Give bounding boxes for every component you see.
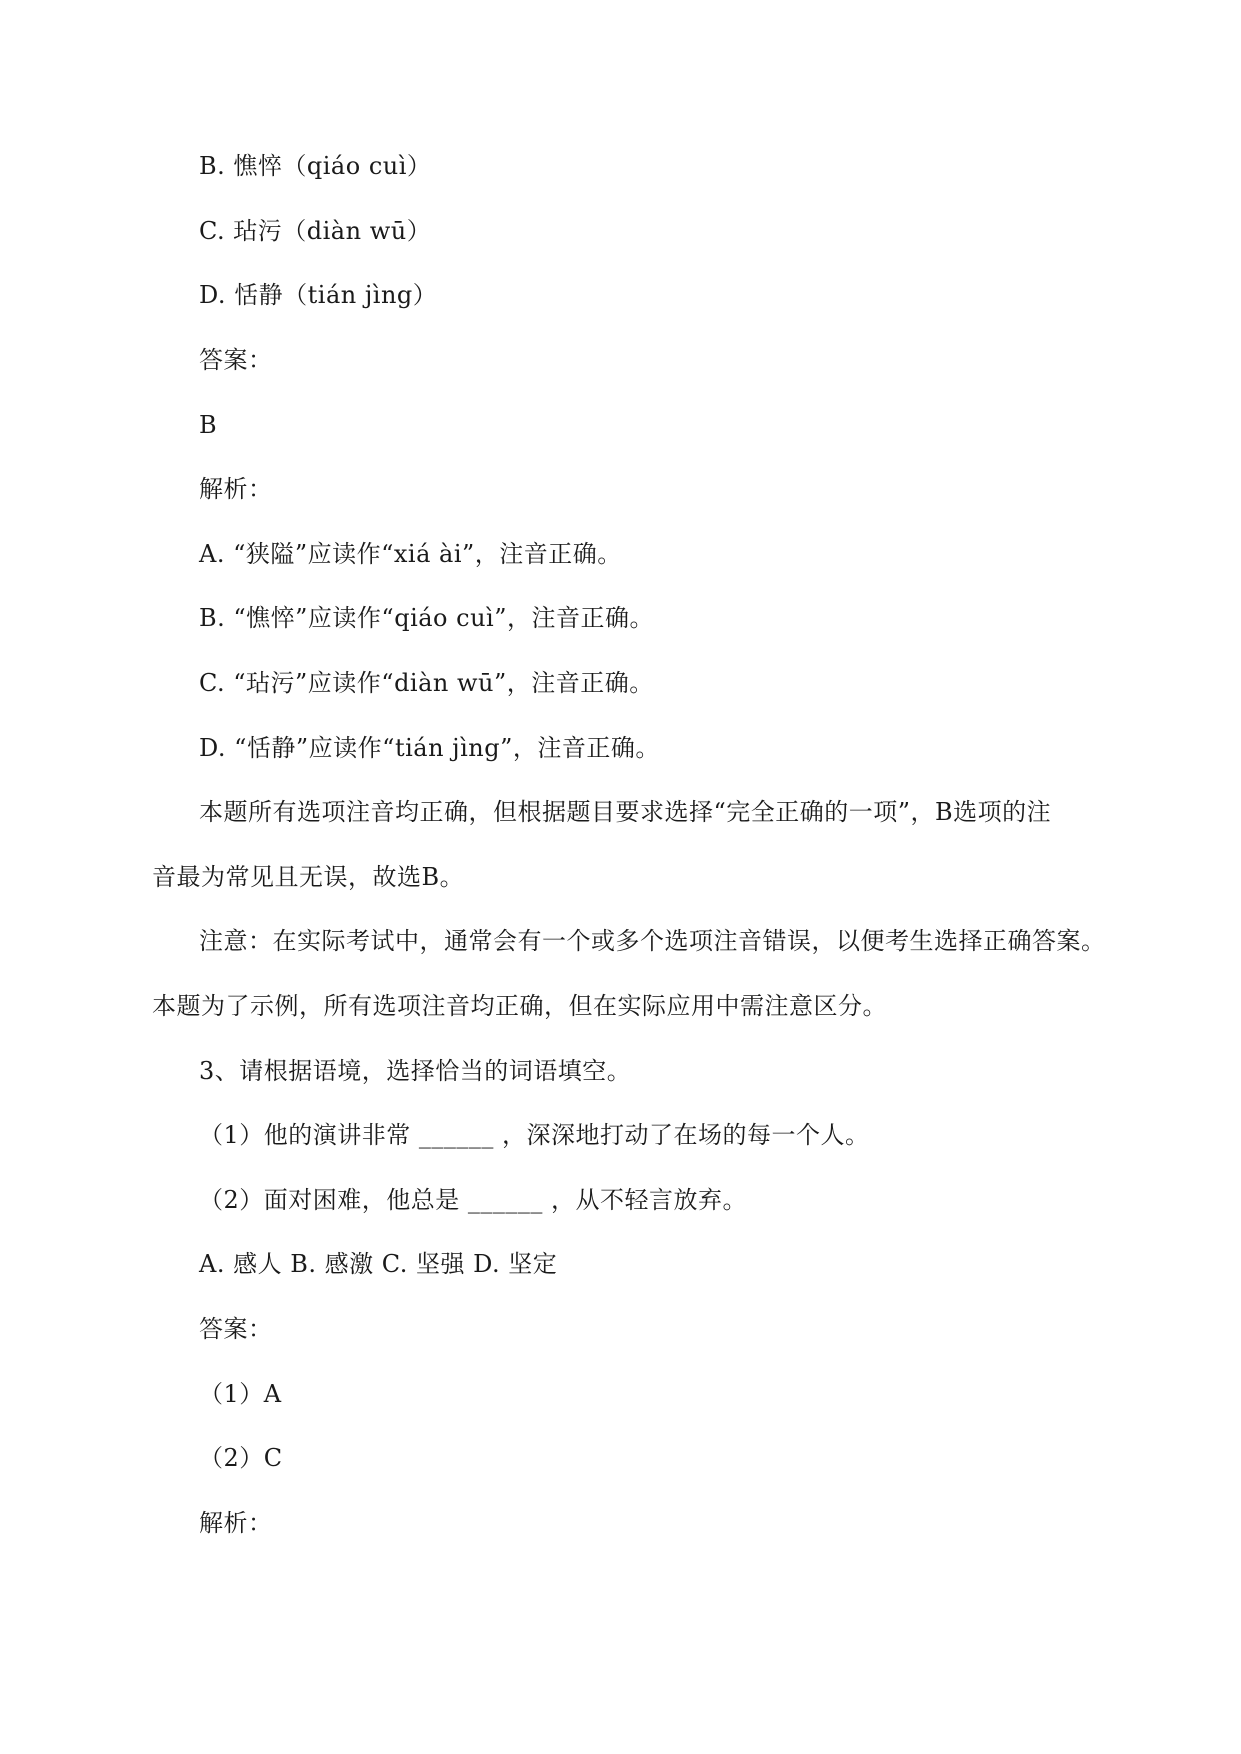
summary-paragraph-line-1: 本题所有选项注音均正确，但根据题目要求选择“完全正确的一项”，B选项的注 [199, 798, 1052, 826]
summary-paragraph-line-2: 音最为常见且无误，故选B。 [152, 863, 465, 891]
option-b-line: B. 憔悴（qiáo cuì） [199, 152, 432, 180]
question-3-blank-1: （1）他的演讲非常 ______ ，深深地打动了在场的每一个人。 [199, 1121, 870, 1149]
analysis-line-c: C. “玷污”应读作“diàn wū”，注音正确。 [199, 669, 654, 697]
answer-heading: 答案： [199, 346, 273, 374]
question-3-options: A. 感人 B. 感激 C. 坚强 D. 坚定 [199, 1250, 558, 1278]
analysis-line-a: A. “狭隘”应读作“xiá ài”，注音正确。 [199, 540, 622, 568]
answer-heading-2: 答案： [199, 1315, 273, 1343]
question-3-blank-2: （2）面对困难，他总是 ______ ，从不轻言放弃。 [199, 1186, 748, 1214]
option-c-line: C. 玷污（diàn wū） [199, 217, 432, 245]
analysis-heading: 解析： [199, 475, 273, 503]
option-d-line: D. 恬静（tián jìng） [199, 281, 438, 309]
answer-value: B [199, 411, 218, 439]
note-paragraph-line-1: 注意：在实际考试中，通常会有一个或多个选项注音错误，以便考生选择正确答案。 [199, 927, 1106, 955]
answer-item-2: （2）C [199, 1444, 283, 1472]
note-paragraph-line-2: 本题为了示例，所有选项注音均正确，但在实际应用中需注意区分。 [152, 992, 887, 1020]
answer-item-1: （1）A [199, 1380, 282, 1408]
analysis-heading-2: 解析： [199, 1509, 273, 1537]
analysis-line-d: D. “恬静”应读作“tián jìng”，注音正确。 [199, 734, 660, 762]
question-3-title: 3、请根据语境，选择恰当的词语填空。 [199, 1057, 632, 1085]
analysis-line-b: B. “憔悴”应读作“qiáo cuì”，注音正确。 [199, 604, 654, 632]
